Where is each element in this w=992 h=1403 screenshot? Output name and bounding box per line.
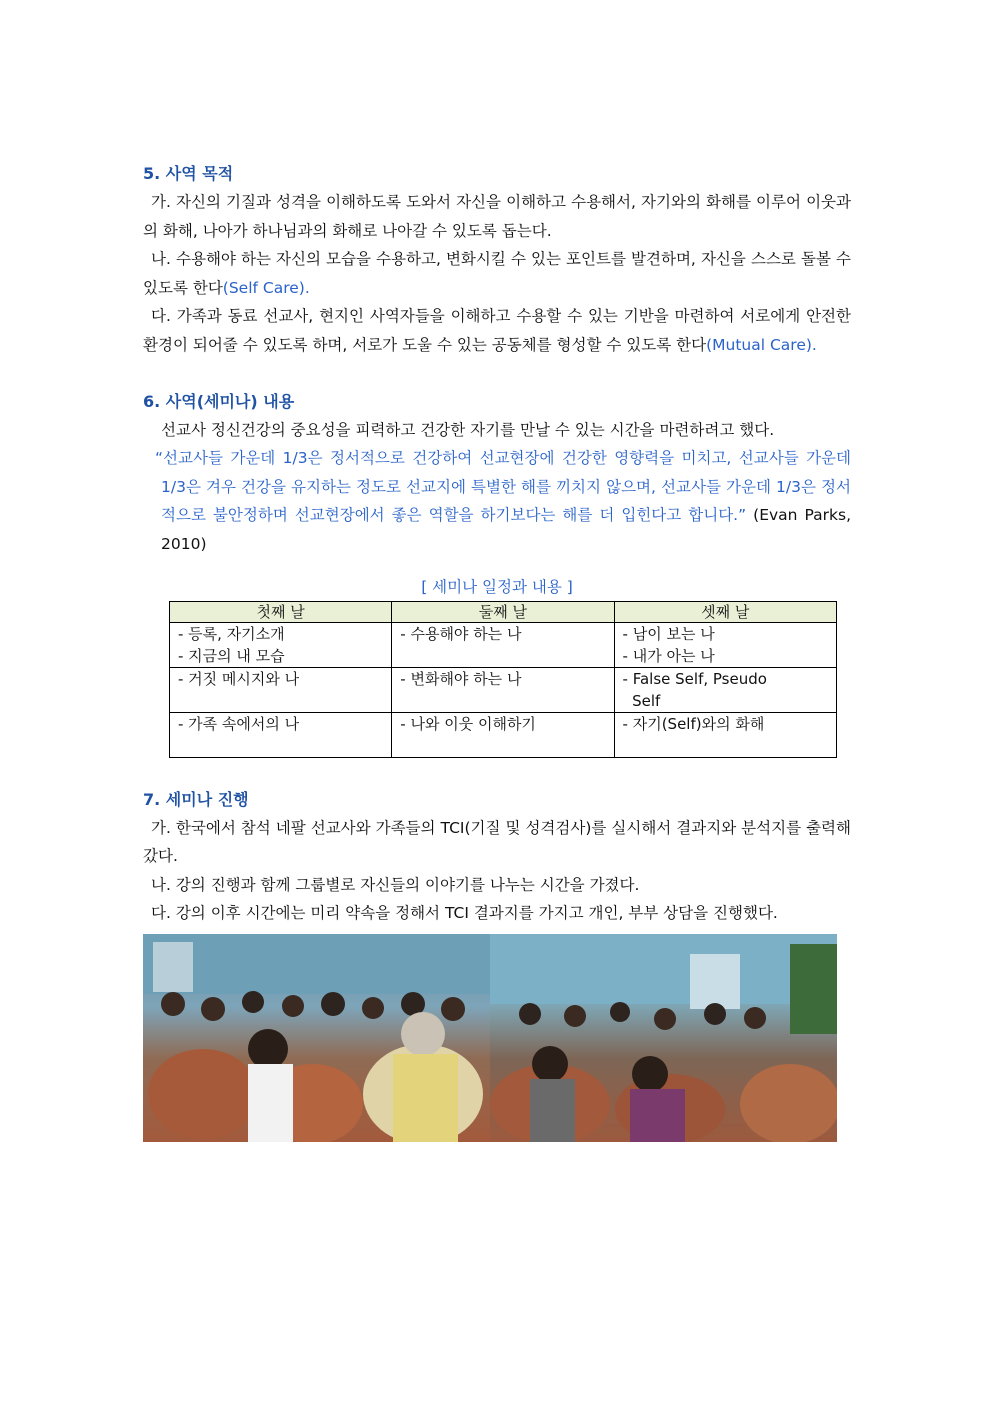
table-row (170, 622, 837, 667)
section-7-item-ga: 가. 한국에서 참석 네팔 선교사와 가족들의 TCI(기질 및 성격검사)를 실시해서 결과지와 분석지를 출력해 갔다. (143, 818, 851, 866)
table-cell: - False Self, Pseudo Self (614, 667, 836, 712)
section-5-item-da (143, 302, 851, 359)
section-5-item-ga: 가. 자신의 기질과 성격을 이해하도록 도와서 자신을 이해하고 수용해서, 자기와의 화해를 이루어 이웃과의 화해, 나아가 하나님과의 화해로 나아갈 수 있도록 돕는다. (143, 193, 851, 240)
table-header-row (170, 601, 837, 622)
seminar-photo-right-image (490, 934, 837, 1142)
table-row (170, 667, 837, 712)
seminar-schedule-table (169, 601, 837, 758)
section-5-title: 5. 사역 목적 (143, 164, 234, 183)
quote-text: “선교사들 가운데 1/3은 정서적으로 건강하여 선교현장에 건강한 영향력을 미치고, 선교사들 가운데 1/3은 겨우 건강을 유지하는 정도로 선교지에 특별한 해를 끼치지 않으며, 선교사들 가운데 1/3은 정서적으로 불안정하며 선교현장에서 좋은 역할을 하기보다는 해를 더 입힌다고 합니다.” (155, 449, 851, 525)
header-day-2: 둘째 날 (392, 601, 614, 622)
quote-source: (Evan Parks, 2010) (161, 506, 852, 553)
header-day-1: 첫째 날 (170, 601, 392, 622)
section-5-item-na-text: 나. 수용해야 하는 자신의 모습을 수용하고, 변화시킬 수 있는 포인트를 발견하며, 자신을 스스로 돌볼 수 있도록 한다 (143, 250, 851, 297)
section-5-item-na (143, 245, 851, 302)
section-7-title: 7. 세미나 진행 (143, 789, 249, 809)
table-cell: - 수용해야 하는 나 (392, 622, 614, 667)
mutual-care-term: (Mutual Care). (706, 335, 817, 354)
document-page (143, 160, 851, 1142)
seminar-photos (143, 934, 851, 1142)
section-6-intro: 선교사 정신건강의 중요성을 피력하고 건강한 자기를 만날 수 있는 시간을 마련하려고 했다. (161, 420, 775, 439)
table-cell: - 거짓 메시지와 나 (170, 667, 392, 712)
table-caption: [ 세미나 일정과 내용 ] (421, 577, 573, 596)
table-row (170, 712, 837, 757)
table-cell: - 남이 보는 나 - 내가 아는 나 (614, 622, 836, 667)
section-7-item-da: 다. 강의 이후 시간에는 미리 약속을 정해서 TCI 결과지를 가지고 개인, 부부 상담을 진행했다. (151, 904, 778, 923)
section-7-item-na: 나. 강의 진행과 함께 그룹별로 자신들의 이야기를 나누는 시간을 가졌다. (151, 875, 640, 894)
table-cell: - 자기(Self)와의 화해 (614, 712, 836, 757)
seminar-photo-left (143, 934, 490, 1142)
seminar-photo-right (490, 934, 837, 1142)
table-cell: - 가족 속에서의 나 (170, 712, 392, 757)
seminar-photo-left-image (143, 934, 490, 1142)
table-cell: - 나와 이웃 이해하기 (392, 712, 614, 757)
self-care-term: (Self Care). (222, 278, 310, 297)
header-day-3: 셋째 날 (614, 601, 836, 622)
section-5-item-da-text: 다. 가족과 동료 선교사, 현지인 사역자들을 이해하고 수용할 수 있는 기반을 마련하여 서로에게 안전한 환경이 되어줄 수 있도록 하며, 서로가 도울 수 있는 공동체를 형성할 수 있도록 한다 (143, 307, 851, 354)
section-6-title: 6. 사역(세미나) 내용 (143, 391, 295, 411)
section-6-quote (143, 444, 851, 558)
table-cell: - 변화해야 하는 나 (392, 667, 614, 712)
table-cell: - 등록, 자기소개 - 지금의 내 모습 (170, 622, 392, 667)
